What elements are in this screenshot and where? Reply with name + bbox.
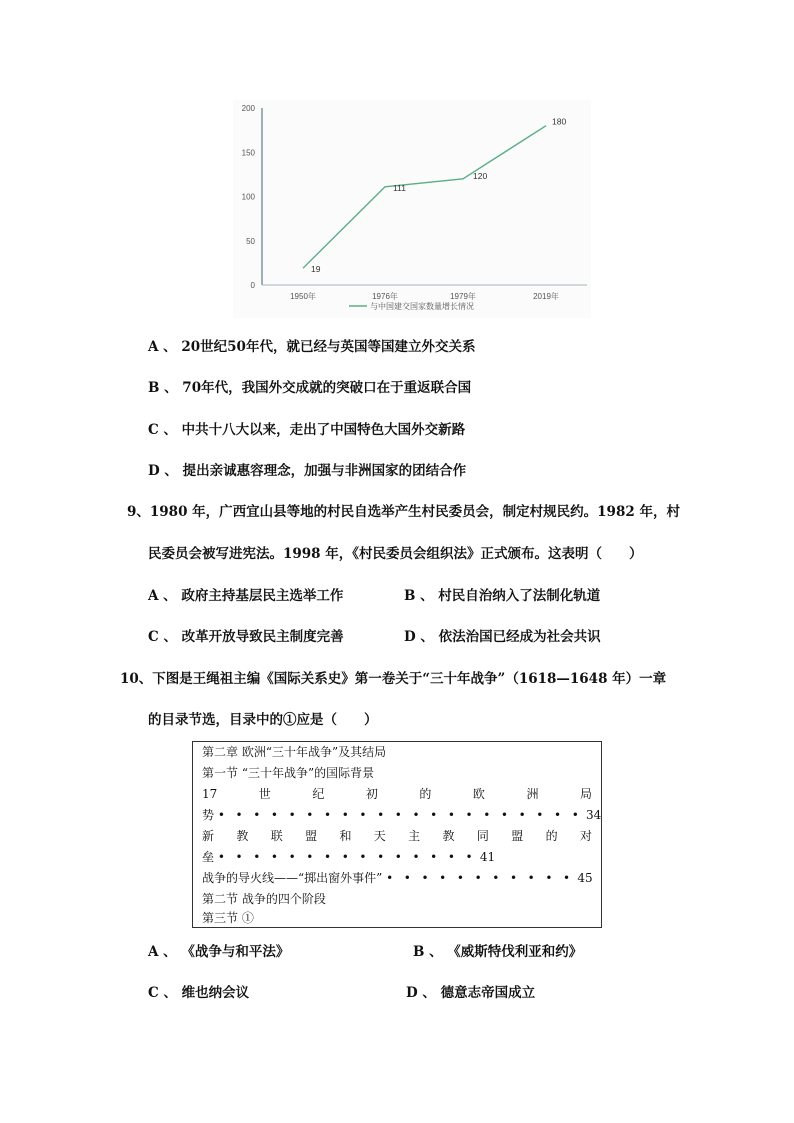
x-tick-label: 1950年 xyxy=(290,292,316,301)
table-of-contents xyxy=(192,741,602,928)
q9-option-d[interactable]: D 、 依法治国已经成为社会共识 xyxy=(404,629,601,645)
toc-text: 垒 xyxy=(202,850,215,864)
chart-svg xyxy=(233,100,591,318)
toc-word: 同 xyxy=(476,829,489,843)
q8-option-b[interactable]: B 、 70年代，我国外交成就的突破口在于重返联合国 xyxy=(148,380,472,396)
toc-leader-dots: • • • • • • • • • • • • • • • xyxy=(217,850,477,864)
toc-word: 洲 xyxy=(526,787,539,801)
data-label: 120 xyxy=(473,170,488,181)
q9-stem-line2: 民委员会被写进宪法。1998 年，《村民委员会组织法》正式颁布。这表明（ ） xyxy=(148,546,643,562)
toc-word: 盟 xyxy=(511,829,524,843)
y-tick-label: 100 xyxy=(241,192,255,202)
data-label: 19 xyxy=(311,264,321,275)
q10-option-d[interactable]: D 、 德意志帝国成立 xyxy=(406,985,536,1001)
q9-option-a[interactable]: A 、 政府主持基层民主选举工作 xyxy=(148,588,344,604)
line-chart xyxy=(233,100,591,318)
toc-word: 和 xyxy=(339,829,352,843)
toc-entry-17th-century-line1 xyxy=(202,785,592,803)
toc-word: 纪 xyxy=(312,787,325,801)
x-tick-label: 1979年 xyxy=(450,292,476,301)
toc-text: 势 xyxy=(202,808,215,822)
toc-word: 17 xyxy=(202,787,218,801)
legend-label: 与中国建交国家数量增长情况 xyxy=(370,302,474,311)
q10-option-b[interactable]: B 、 《威斯特伐利亚和约》 xyxy=(413,944,583,960)
q8-option-d[interactable]: D 、 提出亲诚惠容理念，加强与非洲国家的团结合作 xyxy=(148,463,467,479)
q9-option-b[interactable]: B 、 村民自治纳入了法制化轨道 xyxy=(404,588,601,604)
toc-word: 欧 xyxy=(472,787,485,801)
toc-word: 主 xyxy=(408,829,421,843)
toc-word: 天 xyxy=(373,829,386,843)
q8-option-a[interactable]: A 、 20世纪50年代，就已经与英国等国建立外交关系 xyxy=(148,339,476,355)
toc-word: 教 xyxy=(442,829,455,843)
toc-leader-dots: • • • • • • • • • • • • • • • • • • • • • xyxy=(217,808,583,822)
toc-word: 新 xyxy=(202,829,215,843)
y-tick-label: 0 xyxy=(250,281,255,290)
toc-word: 对 xyxy=(579,829,592,843)
toc-word: 局 xyxy=(579,787,592,801)
x-tick-label: 1976年 xyxy=(372,292,398,301)
y-tick-label: 200 xyxy=(241,104,255,113)
q10-stem-line1: 10、下图是王绳祖主编《国际关系史》第一卷关于“三十年战争”（1618—1648 年）一章 xyxy=(120,671,667,687)
toc-section-2: 第二节 战争的四个阶段 xyxy=(202,892,326,906)
q9-option-c[interactable]: C 、 改革开放导致民主制度完善 xyxy=(148,629,344,645)
q10-option-a[interactable]: A 、 《战争与和平法》 xyxy=(148,944,290,960)
toc-word: 初 xyxy=(365,787,378,801)
q10-option-c[interactable]: C 、 维也纳会议 xyxy=(148,985,250,1001)
toc-entry-defenestration xyxy=(202,869,592,887)
q9-stem-line1: 9、1980 年，广西宜山县等地的村民自选举产生村民委员会，制定村规民约。1982 年，村 xyxy=(127,504,680,520)
toc-entry-alliances-line2 xyxy=(202,848,592,866)
toc-word: 的 xyxy=(419,787,432,801)
toc-word: 联 xyxy=(270,829,283,843)
toc-entry-alliances-line1 xyxy=(202,827,592,845)
toc-page-number: 41 xyxy=(479,850,496,864)
series-line xyxy=(303,126,546,268)
toc-leader-dots: • • • • • • • • • • • xyxy=(386,871,574,885)
q8-option-c[interactable]: C 、 中共十八大以来，走出了中国特色大国外交新路 xyxy=(148,422,466,438)
data-label: 180 xyxy=(552,116,567,127)
toc-text: 战争的导火线——“掷出窗外事件” xyxy=(202,871,383,885)
y-tick-label: 150 xyxy=(241,148,255,158)
y-tick-label: 50 xyxy=(246,236,255,246)
toc-word: 世 xyxy=(258,787,271,801)
toc-entry-17th-century-line2 xyxy=(202,806,602,824)
q10-stem-line2: 的目录节选，目录中的①应是（ ） xyxy=(148,712,378,728)
toc-word: 的 xyxy=(545,829,558,843)
x-tick-label: 2019年 xyxy=(533,292,559,301)
toc-word: 盟 xyxy=(305,829,318,843)
toc-page-number: 34 xyxy=(586,808,602,822)
toc-section-3: 第三节 ① xyxy=(202,911,254,925)
data-label: 111 xyxy=(393,182,406,193)
toc-section-1: 第一节 “三十年战争”的国际背景 xyxy=(202,766,375,780)
toc-word: 教 xyxy=(236,829,249,843)
toc-chapter-title: 第二章 欧洲“三十年战争”及其结局 xyxy=(202,745,387,759)
toc-page-number: 45 xyxy=(577,871,593,885)
